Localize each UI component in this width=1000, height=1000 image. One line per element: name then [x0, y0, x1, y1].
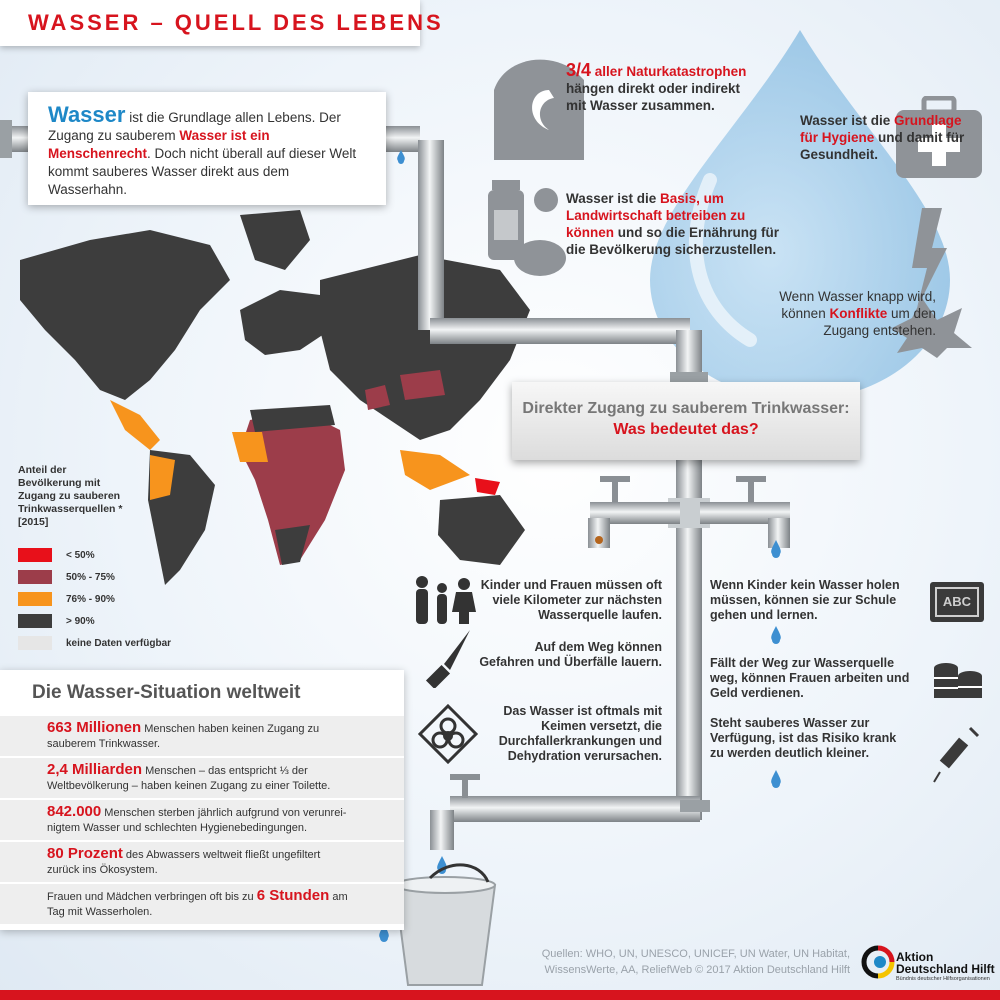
legend-item — [18, 544, 171, 566]
question-card — [512, 382, 860, 460]
situation-row — [0, 842, 404, 882]
intro-lead: Wasser — [48, 102, 126, 127]
fact-disasters-line2: hängen direkt oder indirekt — [566, 81, 741, 96]
logo-line3: Bündnis deutscher Hilfsorganisationen — [896, 976, 990, 982]
fact-hygiene-red2: für Hygiene — [800, 130, 875, 145]
syringe-icon — [932, 724, 982, 784]
point-line: gehen und lernen. — [710, 608, 818, 622]
stat-text: des Abwassers weltweit fließt ungefiltert — [122, 849, 321, 861]
legend-title-2: Bevölkerung mit — [18, 477, 101, 489]
fact-agri-red3: können — [566, 225, 615, 240]
sources — [520, 946, 850, 978]
legend-item — [18, 632, 171, 654]
question-line2: Was bedeutet das? — [613, 421, 759, 438]
question-line1: Direkter Zugang zu sauberem Trinkwasser: — [522, 400, 850, 417]
point-line: weg, können Frauen arbeiten und — [710, 671, 910, 685]
legend — [18, 544, 171, 654]
fact-disasters — [566, 62, 746, 114]
fact-agri-a: Wasser ist die — [566, 191, 661, 206]
point-health — [710, 716, 920, 761]
legend-swatch-orange — [18, 592, 52, 606]
logo-line2: Deutschland Hilft — [896, 962, 995, 976]
point-walk — [470, 578, 662, 623]
knife-icon — [424, 628, 474, 688]
stat-pre: Frauen und Mädchen verbringen oft bis zu — [47, 891, 257, 903]
fact-hygiene-b: und damit für — [874, 130, 965, 145]
point-line: Das Wasser ist oftmals mit — [503, 704, 662, 718]
fact-conflict-b: können — [781, 306, 830, 321]
point-line: Wasserquelle laufen. — [538, 608, 662, 622]
fact-disasters-red: aller Naturkatastrophen — [594, 64, 747, 79]
legend-label: > 90% — [66, 615, 95, 627]
fact-agriculture — [566, 190, 779, 258]
bucket-icon — [390, 860, 500, 990]
stat-text: Menschen – das entspricht ⅓ der — [142, 765, 308, 777]
fact-agri-red2: Landwirtschaft betreiben zu — [566, 208, 746, 223]
point-line: Auf dem Weg können — [534, 640, 662, 654]
legend-label: 76% - 90% — [66, 593, 115, 605]
fact-agri-c: die Bevölkerung sicherzustellen. — [566, 242, 777, 257]
point-line: Gefahren und Überfälle lauern. — [479, 655, 662, 669]
stat-value: 2,4 Milliarden — [47, 761, 143, 778]
point-danger — [470, 640, 662, 670]
legend-item — [18, 588, 171, 610]
legend-title-1: Anteil der — [18, 464, 67, 476]
stat-text: Menschen sterben jährlich aufgrund von verunrei- — [101, 807, 347, 819]
point-line: Verfügung, ist das Risiko krank — [710, 731, 897, 745]
point-line: Geld verdienen. — [710, 686, 804, 700]
stat-text-2: zurück ins Ökosystem. — [47, 864, 158, 876]
fact-disasters-line3: mit Wasser zusammen. — [566, 98, 715, 113]
situation-row — [0, 800, 404, 840]
fact-conflict — [770, 288, 936, 339]
fraction-three-quarters: 3/4 — [566, 60, 592, 80]
legend-swatch-red — [18, 548, 52, 562]
fact-conflict-d: Zugang entstehen. — [823, 323, 936, 338]
fact-conflict-c: um den — [887, 306, 936, 321]
legend-item — [18, 566, 171, 588]
point-line: müssen, können sie zur Schule — [710, 593, 897, 607]
fact-agri-red1: Basis, um — [660, 191, 724, 206]
legend-item — [18, 610, 171, 632]
intro-text-1: ist die Grundlage allen Lebens. Der Zugang zu sauberem — [48, 110, 341, 143]
biohazard-icon — [418, 704, 478, 764]
stat-text: am — [329, 891, 348, 903]
situation-row — [0, 716, 404, 756]
fact-hygiene-c: Gesundheit. — [800, 147, 879, 162]
legend-label: 50% - 75% — [66, 571, 115, 583]
point-line: Dehydration verursachen. — [507, 749, 662, 763]
intro-card — [28, 92, 386, 205]
fact-hygiene-a: Wasser ist die — [800, 113, 895, 128]
point-line: Wenn Kinder kein Wasser holen — [710, 578, 900, 592]
food-icon — [488, 180, 568, 280]
chalkboard-icon — [930, 582, 984, 622]
stat-value: 80 Prozent — [47, 845, 123, 862]
footer-bar — [0, 990, 1000, 1000]
page-title: WASSER – QUELL DES LEBENS — [28, 10, 444, 35]
fact-conflict-red: Konflikte — [829, 306, 888, 321]
legend-title — [18, 464, 122, 529]
aktion-deutschland-hilft-logo — [860, 944, 896, 980]
logo-line1: Aktion — [896, 950, 934, 964]
point-line: zu werden deutlich kleiner. — [710, 746, 870, 760]
fact-conflict-a: Wenn Wasser knapp wird, — [779, 289, 936, 304]
legend-swatch-dark — [18, 614, 52, 628]
fact-hygiene — [800, 112, 980, 163]
point-line: Fällt der Weg zur Wasserquelle — [710, 656, 895, 670]
stat-value: 842.000 — [47, 803, 102, 820]
fact-hygiene-red1: Grundlage — [894, 113, 962, 128]
point-line: viele Kilometer zur nächsten — [492, 593, 662, 607]
point-line: Keimen versetzt, die — [541, 719, 662, 733]
point-line: Kinder und Frauen müssen oft — [480, 578, 662, 592]
situation-row — [0, 884, 404, 924]
stat-text-2: nigtem Wasser und schlechten Hygienebedingungen. — [47, 822, 308, 834]
point-germs — [470, 704, 662, 764]
sources-line1: Quellen: WHO, UN, UNESCO, UNICEF, UN Water, UN Habitat, — [541, 948, 850, 960]
legend-swatch-grey — [18, 636, 52, 650]
point-work — [710, 656, 920, 701]
legend-swatch-maroon — [18, 570, 52, 584]
intro-highlight: Wasser ist ein Menschenrecht — [48, 128, 270, 161]
stat-text-2: Tag mit Wasserholen. — [47, 906, 153, 918]
stat-text-2: Weltbevölkerung – haben keinen Zugang zu einer Toilette. — [47, 780, 331, 792]
legend-label: keine Daten verfügbar — [66, 637, 172, 649]
legend-title-5: [2015] — [18, 516, 49, 528]
intro-text-2: . Doch nicht überall auf dieser Welt kommt sauberes Wasser direkt aus dem Wasserhahn. — [48, 146, 357, 197]
stat-text-2: sauberem Trinkwasser. — [47, 738, 161, 750]
stat-text: Menschen haben keinen Zugang zu — [141, 723, 320, 735]
chalkboard-text: ABC — [935, 587, 979, 617]
fact-agri-b: und so die Ernährung für — [614, 225, 780, 240]
point-school — [710, 578, 920, 623]
legend-label: < 50% — [66, 549, 95, 561]
situation-title: Die Wasser-Situation weltweit — [32, 682, 301, 703]
situation-row — [0, 758, 404, 798]
legend-title-4: Trinkwasserquellen * — [18, 503, 123, 515]
point-line: Durchfallerkrankungen und — [498, 734, 662, 748]
stat-value: 663 Millionen — [47, 719, 142, 736]
point-line: Steht sauberes Wasser zur — [710, 716, 870, 730]
stat-value: 6 Stunden — [256, 887, 330, 904]
coins-icon — [932, 658, 984, 702]
legend-title-3: Zugang zu sauberen — [18, 490, 121, 502]
sources-line2: WissensWerte, AA, ReliefWeb © 2017 Aktion Deutschland Hilft — [544, 964, 850, 976]
